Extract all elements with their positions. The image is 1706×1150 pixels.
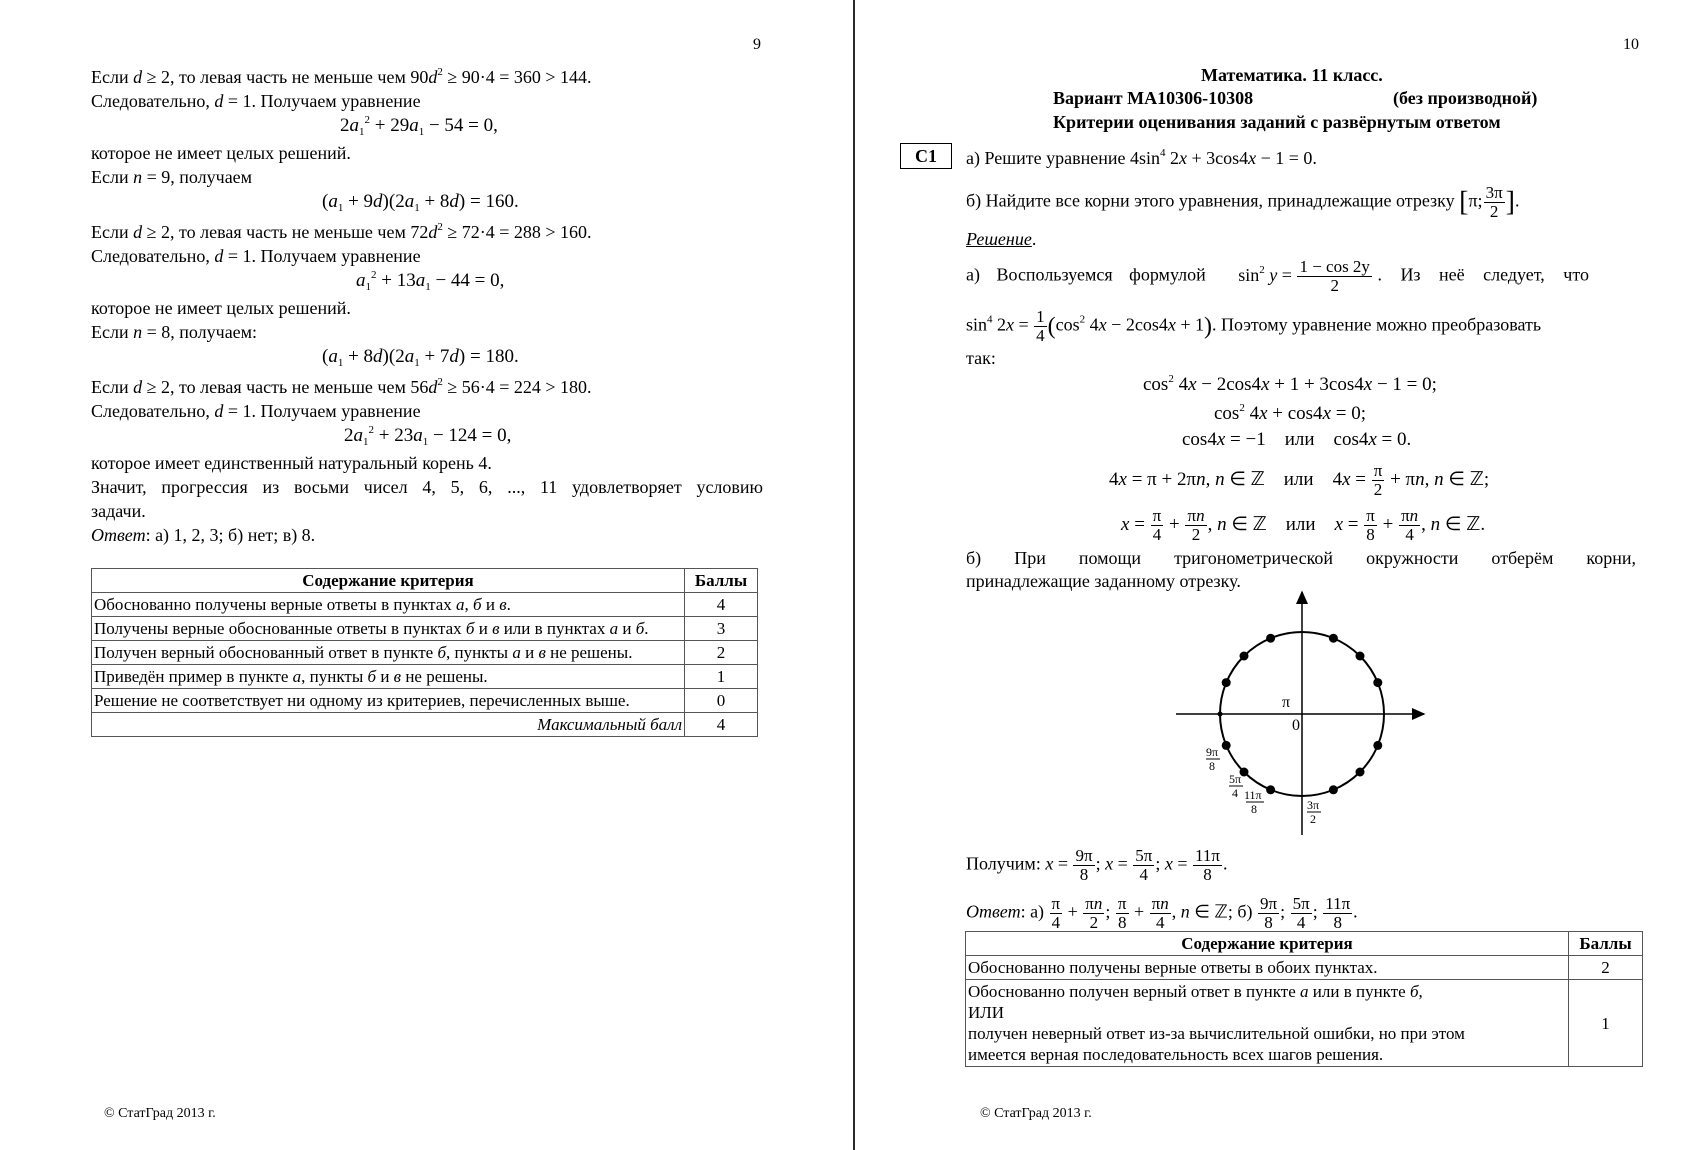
table-row-max — [92, 713, 758, 737]
text-line: Если d ≥ 2, то левая часть не меньше чем $90d^2 \ge 90\cdot 4 = 360 > 144$. — [91, 66, 592, 87]
copyright: © СтатГрад 2013 г. — [104, 1106, 216, 1121]
label-5pi-4 — [1229, 772, 1243, 800]
solution-a-line2: $\sin^4 2x$ = $\frac{1}{4}$ ($\cos^2$ 4x − 2cos4x + 1). Поэтому уравнение можно преобразовать — [966, 307, 1542, 345]
task-b: б) Найдите все корни этого уравнения, принадлежащие отрезку [π; $\frac{3\pi}{2}$ ]. — [966, 183, 1520, 221]
table-row — [92, 617, 758, 641]
label-zero: 0 — [1292, 717, 1300, 734]
right-page — [856, 0, 1706, 1150]
answer-label: Ответ — [91, 525, 146, 545]
criteria-table — [965, 931, 1643, 1067]
criterion-text: Обоснованно получен верный ответ в пункте а или в пункте б, ИЛИ получен неверный ответ из-за вычислительной ошибки, но при этом имеется верная последовательность всех шагов решения. — [966, 980, 1569, 1067]
svg-text:11π: 11π — [1244, 788, 1262, 802]
circle-point — [1222, 678, 1231, 687]
equation: x = $\frac{\pi}{4}$ + $\frac{\pi n}{2}$ , n ∈ ℤ или x = $\frac{\pi}{8}$ + $\frac{\pi n}{4}$ , n ∈ ℤ. — [1121, 506, 1486, 544]
circle-point — [1329, 785, 1338, 794]
criteria-table — [91, 568, 758, 737]
solution-label: Решение. — [966, 229, 1037, 249]
answer-line — [91, 524, 315, 546]
circle-point — [1240, 652, 1249, 661]
label-9pi-8 — [1206, 745, 1220, 773]
label-pi: π — [1282, 694, 1291, 711]
svg-text:4: 4 — [1232, 786, 1238, 800]
header-variant: Вариант МА10306-10308 — [1053, 88, 1254, 108]
text-line: Если d ≥ 2, то левая часть не меньше чем $72d^2 \ge 72\cdot 4 = 288 > 160$. — [91, 221, 592, 242]
table-row — [92, 665, 758, 689]
circle-point — [1329, 634, 1338, 643]
criterion-score: 3 — [685, 617, 758, 641]
header-subtitle: Критерии оценивания заданий с развёрнутым ответом — [1053, 112, 1501, 132]
text-line: Следовательно, d = 1. Получаем уравнение — [91, 91, 421, 111]
criterion-text: Обоснованно получены верные ответы в пунктах а, б и в. — [92, 593, 685, 617]
page-number: 9 — [753, 36, 761, 53]
criterion-text: Получен верный обоснованный ответ в пункте б, пункты а и в не решены. — [92, 641, 685, 665]
circle-point — [1266, 785, 1275, 794]
circle-point — [1373, 678, 1382, 687]
text-line: Если n = 8, получаем: — [91, 322, 258, 342]
table-row — [966, 956, 1643, 980]
text-line: Следовательно, d = 1. Получаем уравнение — [91, 401, 421, 421]
circle-point — [1373, 741, 1382, 750]
table-row — [92, 641, 758, 665]
answer-line: Ответ: а) $\frac{\pi}{4}$ + $\frac{\pi n}{2}$ ; $\frac{\pi}{8}$ + $\frac{\pi n}{4}$ , n ∈ ℤ; б) $\frac{9\pi}{8}$ ; $\frac{5\pi}{4}$ ; $\frac{11\pi}{8}$ . — [966, 894, 1358, 932]
table-header-criterion: Содержание критерия — [966, 932, 1569, 956]
text-line: Значит, прогрессия из восьми чисел 4, 5, 6, ..., 11 удовлетворяет условию — [91, 477, 763, 497]
criterion-score: 0 — [685, 689, 758, 713]
equation: $\cos^2 4x - 2\cos 4x + 1 + 3\cos 4x - 1 = 0$; — [1143, 373, 1437, 395]
svg-text:2: 2 — [1310, 812, 1316, 826]
svg-text:8: 8 — [1209, 759, 1215, 773]
criterion-score: 2 — [1569, 956, 1643, 980]
equation: $(a_1 + 8d)(2a_1 + 7d) = 180$. — [322, 346, 519, 369]
table-row — [92, 689, 758, 713]
task-label: С1 — [900, 143, 952, 169]
max-score-label: Максимальный балл — [92, 713, 685, 737]
solution-b-line2: принадлежащие заданному отрезку. — [966, 571, 1241, 591]
table-header-score: Баллы — [685, 569, 758, 593]
header-title: Математика. 11 класс. — [1201, 65, 1383, 85]
text-line: которое не имеет целых решений. — [91, 298, 351, 318]
text-line: которое имеет единственный натуральный корень 4. — [91, 453, 492, 473]
solution-a-line3: так: — [966, 348, 996, 368]
header-note: (без производной) — [1393, 88, 1538, 108]
circle-point — [1266, 634, 1275, 643]
circle-point — [1356, 652, 1365, 661]
task-a: а) Решите уравнение $4\sin^4$ 2x + 3cos4x − 1 = 0. — [966, 147, 1317, 168]
criterion-text: Решение не соответствует ни одному из критериев, перечисленных выше. — [92, 689, 685, 713]
circle-point — [1356, 768, 1365, 777]
equation: 4x = π + 2πn, n ∈ ℤ или 4x = $\frac{\pi}{2}$ + πn, n ∈ ℤ; — [1109, 461, 1490, 499]
equation: $2a_1^2 + 23a_1 - 124 = 0$, — [344, 424, 512, 448]
equation: $\cos^2 4x + \cos 4x = 0$; — [1214, 402, 1366, 424]
svg-text:8: 8 — [1251, 802, 1257, 816]
text-line: которое не имеет целых решений. — [91, 143, 351, 163]
result-line: Получим: x = $\frac{9\pi}{8}$ ; x = $\frac{5\pi}{4}$ ; x = $\frac{11\pi}{8}$ . — [966, 846, 1228, 884]
page-number: 10 — [1623, 36, 1639, 53]
criterion-text: Получены верные обоснованные ответы в пунктах б и в или в пунктах а и б. — [92, 617, 685, 641]
table-row — [92, 593, 758, 617]
copyright: © СтатГрад 2013 г. — [980, 1106, 1092, 1121]
table-header-score: Баллы — [1569, 932, 1643, 956]
text-line: задачи. — [91, 501, 146, 521]
equation: cos4x = −1 или cos4x = 0. — [1182, 429, 1412, 450]
svg-text:3π: 3π — [1307, 798, 1320, 812]
max-score-value: 4 — [685, 713, 758, 737]
criterion-score: 1 — [1569, 980, 1643, 1067]
solution-a-line1: а) Воспользуемся формулой $\sin^2 y$ = $\frac{1 - \cos 2y}{2}$ . Из неё следует, что — [966, 257, 1589, 295]
text-line: Следовательно, d = 1. Получаем уравнение — [91, 246, 421, 266]
circle-point-pi — [1218, 712, 1223, 717]
answer-text: : а) 1, 2, 3; б) нет; в) 8. — [145, 525, 316, 545]
criterion-score: 4 — [685, 593, 758, 617]
page-divider — [853, 0, 855, 1150]
equation: $a_1^2 + 13a_1 - 44 = 0$, — [356, 269, 505, 293]
text-line: Если d ≥ 2, то левая часть не меньше чем $56d^2 \ge 56\cdot 4 = 224 > 180$. — [91, 376, 592, 397]
svg-text:9π: 9π — [1206, 745, 1219, 759]
criterion-text: Обоснованно получены верные ответы в обоих пунктах. — [966, 956, 1569, 980]
svg-text:5π: 5π — [1229, 772, 1242, 786]
text-line: Если n = 9, получаем — [91, 167, 253, 187]
label-11pi-8 — [1244, 788, 1264, 816]
equation: $2a_1^2 + 29a_1 - 54 = 0$, — [340, 114, 498, 138]
equation: $(a_1 + 9d)(2a_1 + 8d) = 160$. — [322, 191, 519, 214]
circle-point — [1222, 741, 1231, 750]
unit-circle-diagram — [1176, 590, 1436, 835]
table-row — [966, 980, 1643, 1067]
criterion-text: Приведён пример в пункте а, пункты б и в не решены. — [92, 665, 685, 689]
criterion-score: 1 — [685, 665, 758, 689]
table-header-criterion: Содержание критерия — [92, 569, 685, 593]
criterion-score: 2 — [685, 641, 758, 665]
solution-b-line1: б) При помощи тригонометрической окружности отберём корни, — [966, 548, 1636, 568]
label-3pi-2 — [1307, 798, 1321, 826]
